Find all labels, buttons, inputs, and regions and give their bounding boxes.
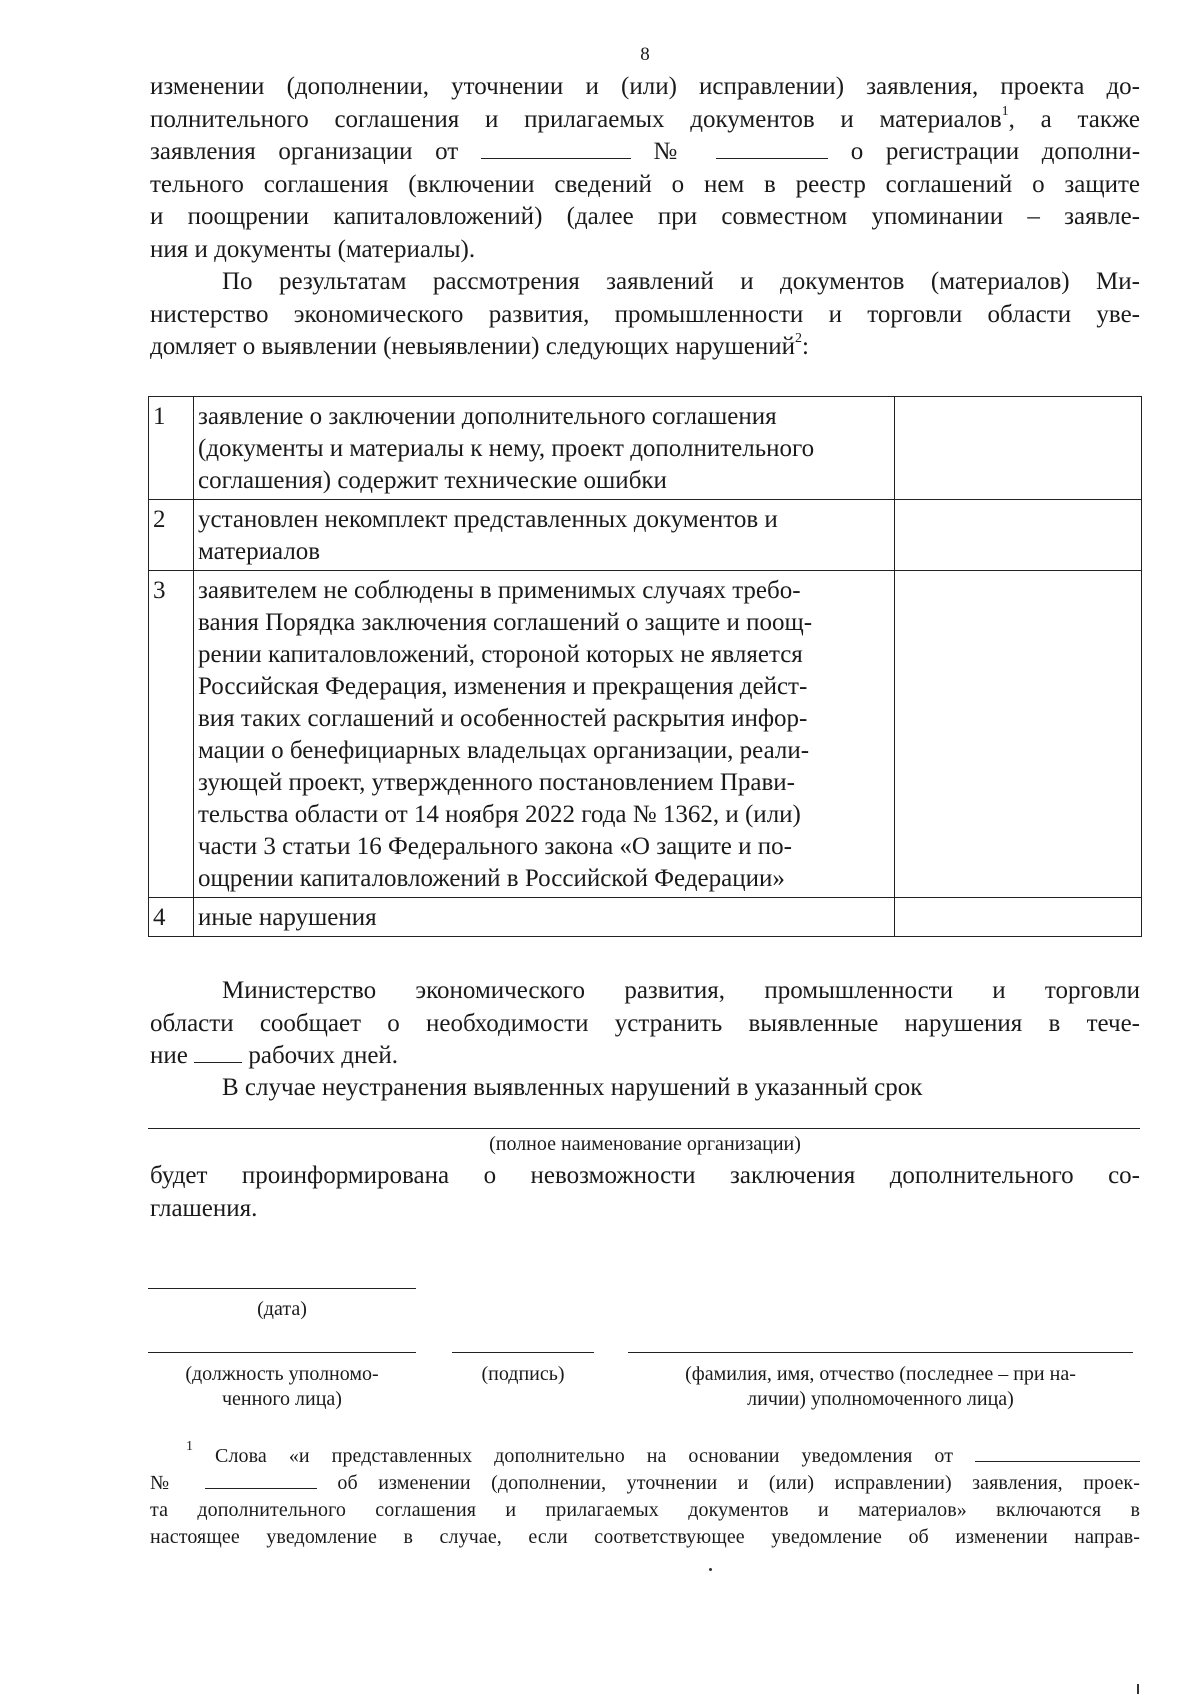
number-sign: №: [653, 138, 694, 165]
footnote-ref: 2: [795, 331, 802, 346]
violation-line: вия таких соглашений и особенностей раскрытия инфор-: [198, 705, 808, 732]
footnote-ref: 1: [1001, 103, 1009, 119]
intro-text: заявления организации от: [150, 138, 459, 165]
scan-speck: [709, 1568, 712, 1571]
results-text: домляет о выявлении (невыявлении) следующих нарушений: [150, 333, 795, 360]
fullname-line: [628, 1352, 1133, 1353]
violation-mark-cell: [895, 397, 1142, 500]
footnote-text: об изменении (дополнении, уточнении и (или) исправлении) заявления, проек-: [337, 1472, 1140, 1494]
position-caption: [148, 1362, 416, 1412]
table-row: [149, 571, 1142, 898]
violation-mark-cell: [895, 898, 1142, 937]
violation-description: [194, 500, 895, 571]
intro-line: тельного соглашения (включении сведений о нем в реестр соглашений о защите: [150, 170, 1140, 198]
violation-line: материалов: [198, 538, 321, 565]
fullname-caption-line: (фамилия, имя, отчество (последнее – при на-: [685, 1363, 1076, 1385]
footnote-date-blank: [975, 1446, 1140, 1462]
violation-description: [194, 571, 895, 898]
footnote-line: [150, 1470, 1140, 1497]
failure-line: В случае неустранения выявленных нарушений в указанный срок: [222, 1074, 923, 1101]
intro-line: изменении (дополнении, уточнении и (или) исправлении) заявления, проекта до-: [150, 73, 1140, 100]
results-paragraph: [150, 266, 1140, 364]
violation-line: зующей проект, утвержденного постановлением Прави-: [198, 769, 795, 796]
violation-line: Российская Федерация, изменения и прекращения дейст-: [198, 673, 808, 700]
violation-description: [194, 397, 895, 500]
notice-paragraph: [150, 975, 1140, 1073]
intro-line: [150, 136, 1140, 169]
results-text: :: [802, 333, 809, 360]
failure-line: глашения.: [150, 1194, 258, 1222]
table-row: [149, 500, 1142, 571]
position-line: [148, 1352, 416, 1353]
footnote-text: №: [150, 1472, 185, 1494]
results-line: По результатам рассмотрения заявлений и документов (материалов) Ми-: [222, 268, 1140, 295]
failure-paragraph-cont: [150, 1160, 1140, 1225]
position-caption-line: (должность уполномо-: [185, 1363, 379, 1385]
scan-mark: [1137, 1684, 1139, 1694]
results-line: нистерство экономического развития, промышленности и торговли области уве-: [150, 300, 1140, 328]
violation-line: вания Порядка заключения соглашений о защите и поощ-: [198, 609, 813, 636]
row-number: 3: [149, 571, 194, 898]
page-number: 8: [640, 44, 650, 65]
violation-line: заявление о заключении дополнительного соглашения: [198, 403, 777, 430]
violation-line: установлен некомплект представленных документов и: [198, 506, 778, 533]
failure-line: будет проинформирована о невозможности заключения дополнительного со-: [150, 1162, 1140, 1189]
intro-text: о регистрации дополни-: [850, 138, 1141, 165]
failure-paragraph: [150, 1072, 1140, 1105]
days-blank: [194, 1042, 242, 1063]
violation-mark-cell: [895, 571, 1142, 898]
intro-line: [150, 104, 1140, 137]
fullname-caption-line: личии) уполномоченного лица): [747, 1388, 1014, 1410]
footnote-line: настоящее уведомление в случае, если соответствующее уведомление об изменении направ-: [150, 1526, 1140, 1548]
fullname-caption: [628, 1362, 1133, 1412]
organization-caption: (полное наименование организации): [489, 1133, 801, 1155]
signature-line: [452, 1352, 594, 1353]
organization-name-line: [148, 1128, 1140, 1129]
violation-line: мации о бенефициарных владельцах организации, реали-: [198, 737, 810, 764]
intro-text: , а также: [1008, 105, 1140, 133]
violation-description: [194, 898, 895, 937]
notice-line: области сообщает о необходимости устранить выявленные нарушения в тече-: [150, 1009, 1140, 1037]
notice-text: ние: [150, 1042, 188, 1069]
violation-line: ощрении капиталовложений в Российской Федерации»: [198, 865, 785, 892]
row-number: 2: [149, 500, 194, 571]
intro-text: полнительного соглашения и прилагаемых документов и материалов: [150, 105, 1002, 133]
date-line: [148, 1288, 416, 1289]
notice-line: Министерство экономического развития, промышленности и торговли: [222, 977, 1140, 1004]
violation-mark-cell: [895, 500, 1142, 571]
date-blank: [481, 138, 631, 159]
row-number: 1: [149, 397, 194, 500]
violation-line: (документы и материалы к нему, проект дополнительного: [198, 435, 815, 462]
signature-caption: (подпись): [481, 1363, 565, 1385]
notice-text: рабочих дней.: [248, 1042, 399, 1069]
table-row: [149, 397, 1142, 500]
notice-line: [150, 1040, 1140, 1073]
footnote: [150, 1439, 1140, 1551]
violation-line: тельства области от 14 ноября 2022 года № 1362, и (или): [198, 801, 801, 828]
footnote-text: Слова «и представленных дополнительно на основании уведомления от: [215, 1445, 954, 1467]
date-caption: (дата): [257, 1298, 307, 1320]
violations-table: [148, 396, 1142, 937]
footnote-number-blank: [205, 1473, 317, 1489]
violation-line: части 3 статьи 16 Федерального закона «О защите и по-: [198, 833, 792, 860]
position-caption-line: ченного лица): [222, 1388, 342, 1410]
footnote-line: та дополнительного соглашения и прилагаемых документов и материалов» включаются в: [150, 1499, 1140, 1521]
intro-paragraph: [150, 71, 1140, 266]
violation-line: рении капиталовложений, стороной которых не является: [198, 641, 803, 668]
intro-line: ния и документы (материалы).: [150, 235, 476, 263]
number-blank: [716, 138, 828, 159]
footnote-marker: 1: [186, 1439, 194, 1454]
violation-line: соглашения) содержит технические ошибки: [198, 467, 667, 494]
table-row: [149, 898, 1142, 937]
row-number: 4: [149, 898, 194, 937]
violation-line: заявителем не соблюдены в применимых случаях требо-: [198, 577, 801, 604]
footnote-line: [150, 1439, 1140, 1470]
violation-line: иные нарушения: [198, 904, 377, 931]
intro-line: и поощрении капиталовложений) (далее при совместном упоминании – заявле-: [150, 203, 1140, 230]
results-line: [150, 331, 1140, 364]
